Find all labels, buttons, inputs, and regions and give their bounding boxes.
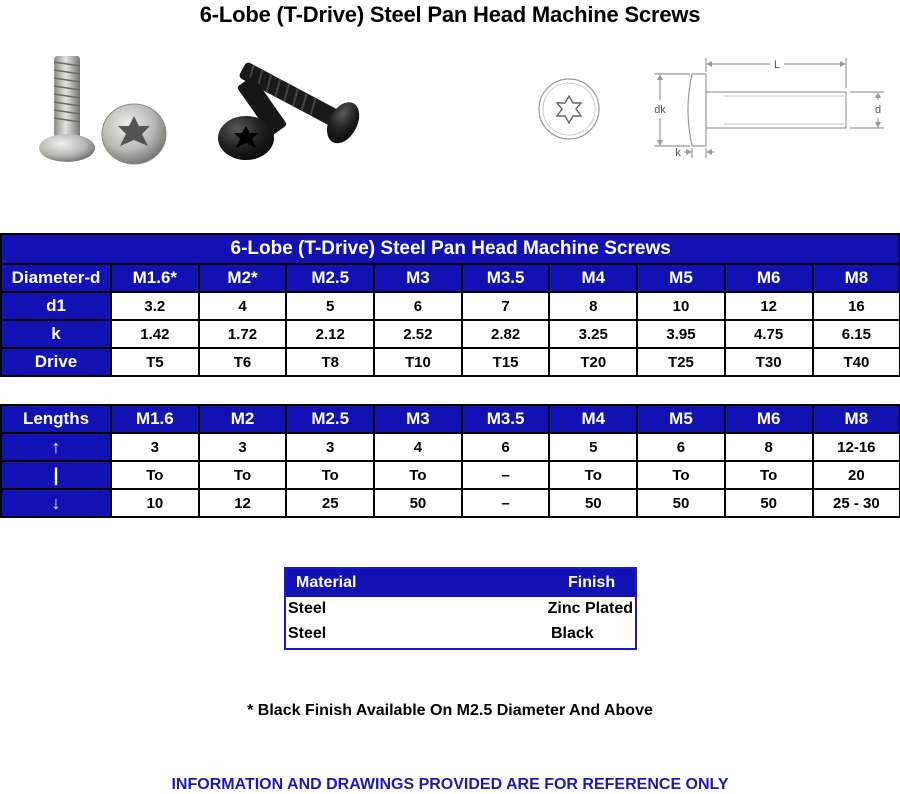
row-header-d1: d1 (1, 292, 111, 320)
material-finish-header (286, 569, 635, 597)
table-row (1, 320, 900, 348)
table-cell: 10 (637, 292, 725, 320)
table-cell: 3.2 (111, 292, 199, 320)
column-header: M2* (199, 264, 287, 292)
column-header: M4 (549, 264, 637, 292)
table-cell: To (549, 461, 637, 489)
arrow-down-icon: ↓ (1, 489, 111, 517)
table-cell: To (637, 461, 725, 489)
table-cell: 7 (462, 292, 550, 320)
dim-d-label: d (874, 104, 882, 116)
dimensions-table (0, 233, 900, 377)
disclaimer: INFORMATION AND DRAWINGS PROVIDED ARE FOR REFERENCE ONLY (171, 776, 729, 793)
column-header: M2 (199, 405, 287, 433)
column-header: M2.5 (286, 264, 374, 292)
table-row (286, 622, 635, 647)
table-cell: 12 (725, 292, 813, 320)
finish-cell: Zinc Plated (547, 600, 633, 617)
table-cell: T25 (637, 348, 725, 376)
column-header: M6 (725, 405, 813, 433)
table-cell: 2.82 (462, 320, 550, 348)
column-header: M3.5 (462, 264, 550, 292)
table-cell: 6 (374, 292, 462, 320)
column-header: M1.6* (111, 264, 199, 292)
table-cell: 10 (111, 489, 199, 517)
table-cell: 50 (725, 489, 813, 517)
table-row (1, 348, 900, 376)
dim-k-label: k (675, 147, 681, 159)
table-cell: To (199, 461, 287, 489)
column-header: M1.6 (111, 405, 199, 433)
table-cell: T5 (111, 348, 199, 376)
lengths-table (0, 404, 900, 518)
table-cell: T15 (462, 348, 550, 376)
table-cell: To (111, 461, 199, 489)
table-cell: 8 (725, 433, 813, 461)
column-header: M5 (637, 264, 725, 292)
dimensions-header-row (1, 264, 900, 292)
table-cell: To (286, 461, 374, 489)
row-header-k: k (1, 320, 111, 348)
table-cell: 6 (637, 433, 725, 461)
table-cell: 5 (549, 433, 637, 461)
column-header: M6 (725, 264, 813, 292)
table-cell: 20 (813, 461, 900, 489)
table-cell: 3 (286, 433, 374, 461)
material-cell: Steel (288, 625, 327, 642)
table-row (1, 461, 900, 489)
table-cell: 25 - 30 (813, 489, 900, 517)
table-cell: 16 (813, 292, 900, 320)
table-cell: 3.25 (549, 320, 637, 348)
table-cell: 50 (549, 489, 637, 517)
table-row (1, 433, 900, 461)
arrow-up-icon: ↑ (1, 433, 111, 461)
table-cell: 12-16 (813, 433, 900, 461)
dim-dk-label: dk (654, 104, 666, 116)
table-cell: T20 (549, 348, 637, 376)
row-header-drive: Drive (1, 348, 111, 376)
table-cell: 5 (286, 292, 374, 320)
table-cell: 3 (111, 433, 199, 461)
table-cell: 3 (199, 433, 287, 461)
column-header: M8 (813, 405, 900, 433)
footnote: * Black Finish Available On M2.5 Diameter And Above (247, 702, 653, 719)
dimensions-table-caption: 6-Lobe (T-Drive) Steel Pan Head Machine Screws (1, 234, 900, 264)
column-header: M3 (374, 264, 462, 292)
table-cell: – (462, 489, 550, 517)
table-cell: 50 (374, 489, 462, 517)
torx-head-drawing (533, 76, 605, 142)
table-cell: 8 (549, 292, 637, 320)
table-cell: 3.95 (637, 320, 725, 348)
column-header: M4 (549, 405, 637, 433)
table-cell: 1.42 (111, 320, 199, 348)
table-cell: 25 (286, 489, 374, 517)
lengths-header: Lengths (1, 405, 111, 433)
column-header: M2.5 (286, 405, 374, 433)
zinc-screw-photo (36, 50, 168, 172)
table-cell: T8 (286, 348, 374, 376)
table-cell: 2.12 (286, 320, 374, 348)
table-cell: 12 (199, 489, 287, 517)
column-header: M3.5 (462, 405, 550, 433)
table-cell: 2.52 (374, 320, 462, 348)
table-cell: T6 (199, 348, 287, 376)
finish-cell: Black (551, 625, 594, 642)
lengths-header-row (1, 405, 900, 433)
table-cell: 6 (462, 433, 550, 461)
black-screw-photo (212, 62, 374, 162)
screw-dimension-drawing (644, 54, 892, 162)
table-cell: To (725, 461, 813, 489)
dim-l-label: L (773, 59, 781, 71)
table-cell: 6.15 (813, 320, 900, 348)
table-cell: 1.72 (199, 320, 287, 348)
table-cell: 50 (637, 489, 725, 517)
table-cell: 4 (374, 433, 462, 461)
material-header: Material (296, 574, 357, 591)
vertical-bar-icon: | (1, 461, 111, 489)
table-cell: T40 (813, 348, 900, 376)
material-finish-table (284, 567, 637, 650)
table-cell: – (462, 461, 550, 489)
diameter-header: Diameter-d (1, 264, 111, 292)
table-cell: To (374, 461, 462, 489)
table-row (286, 597, 635, 622)
table-cell: 4 (199, 292, 287, 320)
page-title: 6-Lobe (T-Drive) Steel Pan Head Machine Screws (199, 2, 701, 27)
column-header: M3 (374, 405, 462, 433)
column-header: M8 (813, 264, 900, 292)
table-cell: T10 (374, 348, 462, 376)
table-cell: T30 (725, 348, 813, 376)
table-row (1, 489, 900, 517)
finish-header: Finish (568, 574, 616, 591)
table-row (1, 292, 900, 320)
material-cell: Steel (288, 600, 327, 617)
column-header: M5 (637, 405, 725, 433)
table-cell: 4.75 (725, 320, 813, 348)
